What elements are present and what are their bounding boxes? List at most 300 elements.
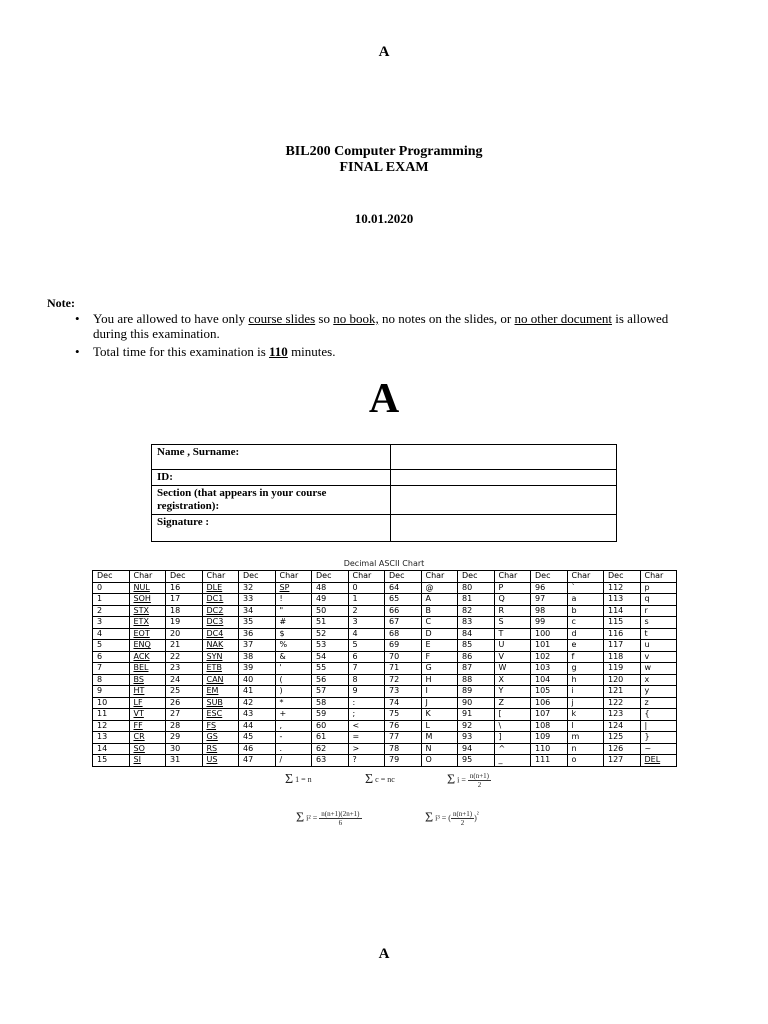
note-item-materials	[75, 311, 695, 341]
ascii-dec-cell: 25	[166, 686, 203, 698]
formula-body: i³ =	[435, 813, 447, 823]
ascii-char-cell: X	[494, 674, 531, 686]
ascii-char-cell: >	[348, 743, 385, 755]
ascii-dec-cell: 0	[93, 582, 130, 594]
ascii-dec-cell: 68	[385, 628, 422, 640]
ascii-dec-cell: 18	[166, 605, 203, 617]
exam-date: 10.01.2020	[354, 211, 414, 226]
ascii-char-cell: STX	[129, 605, 166, 617]
ascii-header-cell: Dec	[93, 571, 130, 583]
ascii-dec-cell: 94	[458, 743, 495, 755]
ascii-char-cell: 0	[348, 582, 385, 594]
note-label: Note:	[47, 296, 75, 310]
ascii-dec-cell: 127	[604, 755, 641, 767]
ascii-char-cell: W	[494, 663, 531, 675]
ascii-char-cell: SO	[129, 743, 166, 755]
ascii-row	[93, 755, 677, 767]
ascii-dec-cell: 124	[604, 720, 641, 732]
ascii-char-cell: (	[275, 674, 312, 686]
ascii-row	[93, 594, 677, 606]
ascii-char-cell: G	[421, 663, 458, 675]
ascii-char-cell: NAK	[202, 640, 239, 652]
ascii-dec-cell: 45	[239, 732, 276, 744]
ascii-dec-cell: 19	[166, 617, 203, 629]
ascii-dec-cell: 56	[312, 674, 349, 686]
ascii-char-cell: SP	[275, 582, 312, 594]
ascii-char-cell: }	[640, 732, 677, 744]
ascii-char-cell: {	[640, 709, 677, 721]
ascii-dec-cell: 112	[604, 582, 641, 594]
ascii-dec-cell: 23	[166, 663, 203, 675]
exam-booklet-letter: A	[368, 376, 400, 422]
ascii-char-cell: T	[494, 628, 531, 640]
ascii-dec-cell: 69	[385, 640, 422, 652]
ascii-char-cell: SYN	[202, 651, 239, 663]
ascii-char-cell: 1	[348, 594, 385, 606]
ascii-char-cell: [	[494, 709, 531, 721]
ascii-char-cell: n	[567, 743, 604, 755]
ascii-row	[93, 674, 677, 686]
ascii-dec-cell: 78	[385, 743, 422, 755]
ascii-dec-cell: 46	[239, 743, 276, 755]
ascii-char-cell: Z	[494, 697, 531, 709]
ascii-header-cell: Char	[348, 571, 385, 583]
ascii-char-cell: Q	[494, 594, 531, 606]
note-text: no notes on the slides, or	[378, 311, 515, 326]
ascii-char-cell: <	[348, 720, 385, 732]
ascii-header-cell: Char	[421, 571, 458, 583]
ascii-dec-cell: 106	[531, 697, 568, 709]
ascii-dec-cell: 50	[312, 605, 349, 617]
section-label: Section (that appears in your course registration):	[152, 486, 391, 515]
ascii-dec-cell: 79	[385, 755, 422, 767]
ascii-char-cell: J	[421, 697, 458, 709]
ascii-dec-cell: 72	[385, 674, 422, 686]
ascii-char-cell: F	[421, 651, 458, 663]
ascii-char-cell: z	[640, 697, 677, 709]
note-text: minutes.	[287, 344, 336, 359]
ascii-char-cell: l	[567, 720, 604, 732]
ascii-dec-cell: 3	[93, 617, 130, 629]
ascii-dec-cell: 53	[312, 640, 349, 652]
ascii-dec-cell: 13	[93, 732, 130, 744]
ascii-dec-cell: 44	[239, 720, 276, 732]
ascii-char-cell: $	[275, 628, 312, 640]
formula-exponent: ²	[476, 811, 479, 819]
ascii-dec-cell: 20	[166, 628, 203, 640]
ascii-char-cell: ]	[494, 732, 531, 744]
ascii-row	[93, 605, 677, 617]
ascii-dec-cell: 33	[239, 594, 276, 606]
ascii-row	[93, 628, 677, 640]
ascii-char-cell: /	[275, 755, 312, 767]
ascii-dec-cell: 123	[604, 709, 641, 721]
ascii-char-cell: m	[567, 732, 604, 744]
ascii-dec-cell: 30	[166, 743, 203, 755]
ascii-dec-cell: 39	[239, 663, 276, 675]
ascii-dec-cell: 86	[458, 651, 495, 663]
ascii-header-cell: Dec	[531, 571, 568, 583]
ascii-char-cell: a	[567, 594, 604, 606]
ascii-dec-cell: 102	[531, 651, 568, 663]
ascii-char-cell: DC2	[202, 605, 239, 617]
ascii-char-cell: D	[421, 628, 458, 640]
ascii-char-cell: _	[494, 755, 531, 767]
fraction-numerator: n(n+1)(2n+1)	[321, 810, 360, 818]
ascii-dec-cell: 7	[93, 663, 130, 675]
ascii-dec-cell: 27	[166, 709, 203, 721]
exam-minutes: 110	[269, 344, 288, 359]
ascii-dec-cell: 43	[239, 709, 276, 721]
ascii-dec-cell: 120	[604, 674, 641, 686]
ascii-header-cell: Char	[202, 571, 239, 583]
ascii-char-cell: ^	[494, 743, 531, 755]
ascii-dec-cell: 52	[312, 628, 349, 640]
ascii-dec-cell: 60	[312, 720, 349, 732]
ascii-dec-cell: 108	[531, 720, 568, 732]
ascii-header-cell: Char	[640, 571, 677, 583]
ascii-char-cell: ETB	[202, 663, 239, 675]
ascii-char-cell: c	[567, 617, 604, 629]
note-underlined-text: no other document	[514, 311, 612, 326]
ascii-dec-cell: 57	[312, 686, 349, 698]
ascii-char-cell: HT	[129, 686, 166, 698]
name-surname-field[interactable]	[391, 445, 617, 470]
ascii-char-cell: 7	[348, 663, 385, 675]
ascii-chart-title: Decimal ASCII Chart	[343, 559, 425, 568]
ascii-dec-cell: 22	[166, 651, 203, 663]
header-letter: A	[378, 44, 390, 60]
ascii-header-cell: Dec	[312, 571, 349, 583]
ascii-dec-cell: 125	[604, 732, 641, 744]
course-title: BIL200 Computer Programming	[285, 144, 483, 159]
ascii-dec-cell: 111	[531, 755, 568, 767]
ascii-char-cell: r	[640, 605, 677, 617]
ascii-char-cell: y	[640, 686, 677, 698]
ascii-row	[93, 582, 677, 594]
student-info-table	[151, 444, 617, 542]
ascii-char-cell: DEL	[640, 755, 677, 767]
sigma-symbol: Σ	[365, 772, 374, 787]
ascii-char-cell: EM	[202, 686, 239, 698]
ascii-dec-cell: 17	[166, 594, 203, 606]
ascii-dec-cell: 77	[385, 732, 422, 744]
ascii-char-cell: p	[640, 582, 677, 594]
ascii-char-cell: DC4	[202, 628, 239, 640]
ascii-char-cell: b	[567, 605, 604, 617]
ascii-dec-cell: 92	[458, 720, 495, 732]
ascii-dec-cell: 80	[458, 582, 495, 594]
ascii-char-cell: `	[567, 582, 604, 594]
ascii-dec-cell: 49	[312, 594, 349, 606]
ascii-dec-cell: 58	[312, 697, 349, 709]
ascii-char-cell: SUB	[202, 697, 239, 709]
ascii-dec-cell: 70	[385, 651, 422, 663]
ascii-char-cell: f	[567, 651, 604, 663]
fraction-numerator: n(n+1)	[469, 772, 490, 780]
ascii-dec-cell: 74	[385, 697, 422, 709]
ascii-char-cell: +	[275, 709, 312, 721]
ascii-dec-cell: 54	[312, 651, 349, 663]
sigma-symbol: Σ	[425, 810, 434, 826]
ascii-dec-cell: 101	[531, 640, 568, 652]
fraction	[451, 810, 474, 827]
ascii-char-cell: ,	[275, 720, 312, 732]
name-surname-label: Name , Surname:	[152, 445, 391, 470]
ascii-char-cell: M	[421, 732, 458, 744]
ascii-dec-cell: 104	[531, 674, 568, 686]
ascii-dec-cell: 105	[531, 686, 568, 698]
ascii-char-cell: VT	[129, 709, 166, 721]
ascii-dec-cell: 119	[604, 663, 641, 675]
ascii-row	[93, 663, 677, 675]
ascii-char-cell: ETX	[129, 617, 166, 629]
ascii-char-cell: "	[275, 605, 312, 617]
ascii-header-cell: Char	[567, 571, 604, 583]
ascii-dec-cell: 63	[312, 755, 349, 767]
ascii-row	[93, 743, 677, 755]
ascii-dec-cell: 89	[458, 686, 495, 698]
info-row-name	[152, 445, 617, 470]
ascii-char-cell: t	[640, 628, 677, 640]
ascii-dec-cell: 1	[93, 594, 130, 606]
ascii-dec-cell: 85	[458, 640, 495, 652]
notes-list	[75, 311, 695, 362]
ascii-dec-cell: 38	[239, 651, 276, 663]
ascii-dec-cell: 96	[531, 582, 568, 594]
ascii-dec-cell: 113	[604, 594, 641, 606]
section-field[interactable]	[391, 486, 617, 515]
ascii-dec-cell: 4	[93, 628, 130, 640]
ascii-dec-cell: 121	[604, 686, 641, 698]
bullet-icon: •	[75, 344, 80, 359]
fraction	[468, 772, 491, 789]
ascii-char-cell: CAN	[202, 674, 239, 686]
ascii-dec-cell: 62	[312, 743, 349, 755]
ascii-header-cell: Dec	[385, 571, 422, 583]
ascii-char-cell: ACK	[129, 651, 166, 663]
id-label: ID:	[152, 470, 391, 486]
ascii-char-cell: R	[494, 605, 531, 617]
ascii-dec-cell: 90	[458, 697, 495, 709]
ascii-dec-cell: 55	[312, 663, 349, 675]
formula-sum-one	[285, 772, 312, 788]
ascii-dec-cell: 12	[93, 720, 130, 732]
ascii-dec-cell: 2	[93, 605, 130, 617]
ascii-dec-cell: 109	[531, 732, 568, 744]
ascii-dec-cell: 84	[458, 628, 495, 640]
ascii-char-cell: DC1	[202, 594, 239, 606]
ascii-row	[93, 697, 677, 709]
ascii-dec-cell: 114	[604, 605, 641, 617]
ascii-char-cell: BEL	[129, 663, 166, 675]
ascii-char-cell: #	[275, 617, 312, 629]
ascii-dec-cell: 75	[385, 709, 422, 721]
fraction	[319, 810, 361, 827]
note-text: so	[315, 311, 334, 326]
ascii-char-cell: B	[421, 605, 458, 617]
info-row-section	[152, 486, 617, 515]
fraction-denominator: 6	[338, 819, 343, 827]
formula-body: 1 = n	[295, 774, 312, 784]
ascii-dec-cell: 8	[93, 674, 130, 686]
info-row-signature	[152, 515, 617, 542]
ascii-dec-cell: 81	[458, 594, 495, 606]
ascii-char-cell: 4	[348, 628, 385, 640]
ascii-dec-cell: 10	[93, 697, 130, 709]
ascii-dec-cell: 117	[604, 640, 641, 652]
ascii-row	[93, 709, 677, 721]
ascii-row	[93, 720, 677, 732]
ascii-dec-cell: 98	[531, 605, 568, 617]
ascii-dec-cell: 122	[604, 697, 641, 709]
ascii-row	[93, 640, 677, 652]
ascii-dec-cell: 40	[239, 674, 276, 686]
ascii-char-cell: \	[494, 720, 531, 732]
ascii-dec-cell: 21	[166, 640, 203, 652]
ascii-header-cell: Dec	[458, 571, 495, 583]
ascii-char-cell: EOT	[129, 628, 166, 640]
sigma-symbol: Σ	[285, 772, 294, 787]
ascii-dec-cell: 37	[239, 640, 276, 652]
ascii-char-cell: DC3	[202, 617, 239, 629]
ascii-char-cell: 5	[348, 640, 385, 652]
ascii-header-row	[93, 571, 677, 583]
ascii-char-cell: 8	[348, 674, 385, 686]
ascii-char-cell: =	[348, 732, 385, 744]
ascii-dec-cell: 95	[458, 755, 495, 767]
fraction-denominator: 2	[460, 819, 465, 827]
ascii-dec-cell: 15	[93, 755, 130, 767]
ascii-dec-cell: 28	[166, 720, 203, 732]
ascii-dec-cell: 66	[385, 605, 422, 617]
ascii-char-cell: s	[640, 617, 677, 629]
ascii-dec-cell: 67	[385, 617, 422, 629]
formula-body: i² =	[306, 813, 318, 823]
ascii-char-cell: k	[567, 709, 604, 721]
ascii-char-cell: j	[567, 697, 604, 709]
ascii-dec-cell: 48	[312, 582, 349, 594]
ascii-dec-cell: 36	[239, 628, 276, 640]
ascii-header-cell: Dec	[604, 571, 641, 583]
ascii-char-cell: &	[275, 651, 312, 663]
ascii-char-cell: ?	[348, 755, 385, 767]
ascii-char-cell: |	[640, 720, 677, 732]
ascii-dec-cell: 76	[385, 720, 422, 732]
bullet-icon: •	[75, 311, 80, 326]
ascii-char-cell: LF	[129, 697, 166, 709]
signature-field[interactable]	[391, 515, 617, 542]
sigma-symbol: Σ	[447, 772, 456, 788]
ascii-dec-cell: 51	[312, 617, 349, 629]
ascii-char-cell: -	[275, 732, 312, 744]
formula-sum-i	[447, 772, 491, 789]
ascii-char-cell: SI	[129, 755, 166, 767]
ascii-char-cell: u	[640, 640, 677, 652]
ascii-char-cell: U	[494, 640, 531, 652]
note-text: You are allowed to have only	[93, 311, 249, 326]
ascii-char-cell: *	[275, 697, 312, 709]
ascii-char-cell: FS	[202, 720, 239, 732]
ascii-char-cell: 6	[348, 651, 385, 663]
ascii-char-cell: L	[421, 720, 458, 732]
ascii-dec-cell: 34	[239, 605, 276, 617]
course-title-block	[0, 144, 768, 176]
ascii-char-cell: :	[348, 697, 385, 709]
ascii-char-cell: d	[567, 628, 604, 640]
ascii-char-cell: RS	[202, 743, 239, 755]
ascii-char-cell: SOH	[129, 594, 166, 606]
ascii-dec-cell: 29	[166, 732, 203, 744]
ascii-header-cell: Char	[275, 571, 312, 583]
ascii-row	[93, 651, 677, 663]
ascii-char-cell: V	[494, 651, 531, 663]
ascii-dec-cell: 6	[93, 651, 130, 663]
formula-body: i =	[457, 775, 466, 785]
ascii-header-cell: Char	[129, 571, 166, 583]
info-row-id	[152, 470, 617, 486]
ascii-dec-cell: 83	[458, 617, 495, 629]
ascii-char-cell: CR	[129, 732, 166, 744]
ascii-dec-cell: 73	[385, 686, 422, 698]
ascii-dec-cell: 93	[458, 732, 495, 744]
ascii-char-cell: NUL	[129, 582, 166, 594]
ascii-char-cell: K	[421, 709, 458, 721]
ascii-char-cell: e	[567, 640, 604, 652]
ascii-dec-cell: 5	[93, 640, 130, 652]
ascii-dec-cell: 91	[458, 709, 495, 721]
ascii-char-cell: C	[421, 617, 458, 629]
ascii-char-cell: Y	[494, 686, 531, 698]
ascii-dec-cell: 24	[166, 674, 203, 686]
note-item-time	[75, 344, 695, 359]
ascii-dec-cell: 9	[93, 686, 130, 698]
ascii-dec-cell: 116	[604, 628, 641, 640]
ascii-dec-cell: 16	[166, 582, 203, 594]
ascii-dec-cell: 42	[239, 697, 276, 709]
ascii-dec-cell: 100	[531, 628, 568, 640]
ascii-dec-cell: 110	[531, 743, 568, 755]
ascii-char-cell: g	[567, 663, 604, 675]
ascii-row	[93, 617, 677, 629]
formula-sum-i-cubed: Σ i³ = ( $\frac{n(n+1)}{2}$ )$^{^2}$	[425, 810, 479, 827]
ascii-dec-cell: 107	[531, 709, 568, 721]
ascii-char-cell: !	[275, 594, 312, 606]
ascii-char-cell: i	[567, 686, 604, 698]
ascii-dec-cell: 64	[385, 582, 422, 594]
signature-label: Signature :	[152, 515, 391, 542]
ascii-dec-cell: 115	[604, 617, 641, 629]
ascii-char-cell: '	[275, 663, 312, 675]
ascii-char-cell: ENQ	[129, 640, 166, 652]
ascii-dec-cell: 14	[93, 743, 130, 755]
ascii-dec-cell: 61	[312, 732, 349, 744]
ascii-char-cell: GS	[202, 732, 239, 744]
ascii-char-cell: .	[275, 743, 312, 755]
ascii-char-cell: ~	[640, 743, 677, 755]
ascii-dec-cell: 88	[458, 674, 495, 686]
ascii-char-cell: S	[494, 617, 531, 629]
ascii-char-cell: N	[421, 743, 458, 755]
ascii-char-cell: o	[567, 755, 604, 767]
ascii-char-cell: x	[640, 674, 677, 686]
id-field[interactable]	[391, 470, 617, 486]
note-underlined-text: no book,	[333, 311, 379, 326]
ascii-dec-cell: 31	[166, 755, 203, 767]
ascii-dec-cell: 32	[239, 582, 276, 594]
note-text: Total time for this examination is	[93, 344, 270, 359]
ascii-dec-cell: 41	[239, 686, 276, 698]
